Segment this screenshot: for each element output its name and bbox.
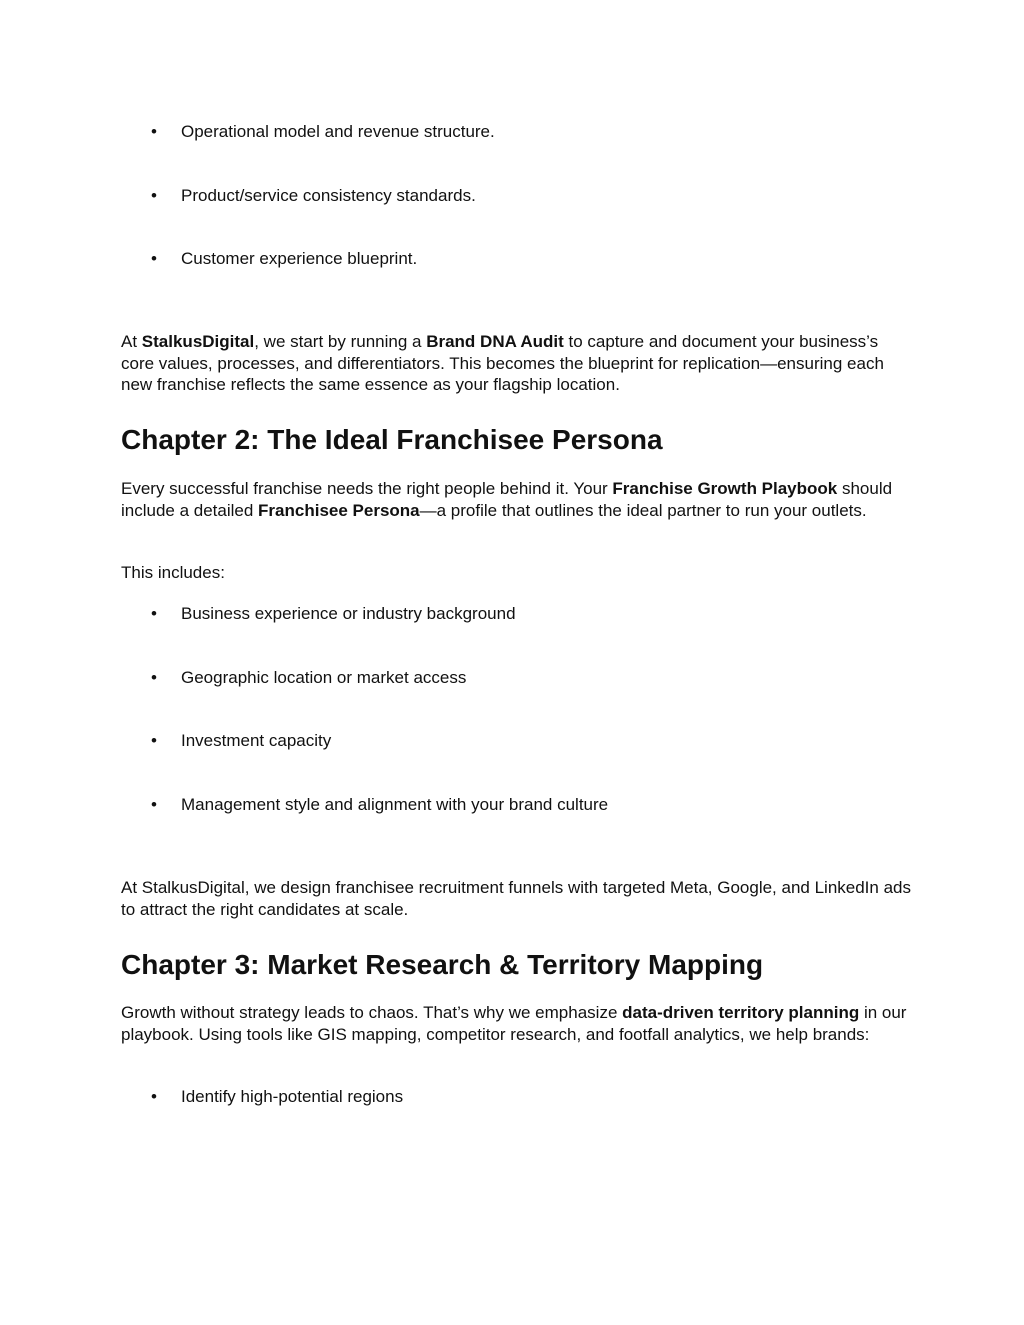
includes-label: This includes:	[121, 563, 225, 582]
bullet-icon: •	[151, 122, 157, 141]
persona-term: Franchisee Persona	[258, 500, 420, 520]
bullet-icon: •	[151, 604, 157, 623]
bullet-icon: •	[151, 186, 157, 205]
bullet-icon: •	[151, 668, 157, 687]
chapter-2-closing: At StalkusDigital, we design franchisee recruitment funnels with targeted Meta, Google, and LinkedIn ads to attract the right candidates at scale.	[121, 878, 911, 919]
brand-dna-paragraph: At StalkusDigital, we start by running a Brand DNA Audit to capture and document your business’s core values, processes, and differentiators. This becomes the blueprint for replication—ensuring each new franchise reflects the same essence as your flagship location.	[121, 332, 884, 394]
list-item	[151, 185, 476, 206]
chapter-2-intro: Every successful franchise needs the right people behind it. Your Franchise Growth Playbook should include a detailed Franchisee Persona—a profile that outlines the ideal partner to run your outlets.	[121, 479, 893, 520]
playbook-term: Franchise Growth Playbook	[612, 479, 838, 498]
list-item-text: Product/service consistency standards.	[181, 186, 476, 205]
list-item	[151, 1086, 403, 1107]
list-item	[151, 603, 516, 624]
brand-dna-audit-term: Brand DNA Audit	[426, 332, 564, 351]
list-item	[151, 121, 495, 142]
chapter-2-heading: Chapter 2: The Ideal Franchisee Persona	[121, 424, 663, 455]
list-item-text: Identify high-potential regions	[181, 1087, 404, 1106]
list-item-text: Investment capacity	[181, 731, 332, 750]
list-item-text: Management style and alignment with your brand culture	[181, 795, 609, 814]
list-item-text: Customer experience blueprint.	[181, 249, 418, 268]
bullet-icon: •	[151, 1087, 157, 1106]
list-item-text: Operational model and revenue structure.	[181, 122, 495, 141]
bullet-icon: •	[151, 249, 157, 268]
list-item-text: Business experience or industry background	[181, 604, 516, 623]
territory-planning-term: data-driven territory planning	[622, 1003, 860, 1022]
chapter-3-heading: Chapter 3: Market Research & Territory Mapping	[121, 949, 764, 980]
list-item-text: Geographic location or market access	[181, 668, 467, 687]
list-item	[151, 730, 331, 751]
list-item	[151, 248, 417, 269]
chapter-3-intro: Growth without strategy leads to chaos. That’s why we emphasize data-driven territory planning in our playbook. Using tools like GIS mapping, competitor research, and footfall analytics, we help brands:	[121, 1003, 907, 1044]
bullet-icon: •	[151, 795, 157, 814]
company-name: StalkusDigital	[141, 332, 255, 351]
bullet-icon: •	[151, 731, 157, 750]
list-item	[151, 794, 608, 815]
list-item	[151, 667, 466, 688]
